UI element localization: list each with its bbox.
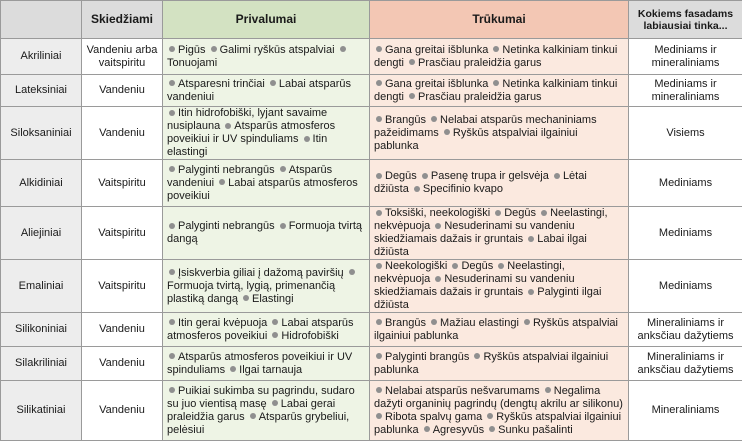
suitable-facades: Mediniams	[629, 207, 742, 260]
solvent: Vaitspiritu	[82, 160, 163, 207]
bullet-icon	[219, 179, 225, 185]
advantage-item: Palyginti nebrangūs	[178, 220, 275, 232]
paint-type: Lateksiniai	[1, 75, 82, 107]
bullet-icon	[376, 46, 382, 52]
solvent: Vaitspiritu	[82, 260, 163, 313]
disadvantages-cell	[370, 39, 629, 75]
disadvantage-item: Netinka kalkiniam tinkui dengti	[374, 78, 617, 103]
table-row	[1, 313, 742, 347]
advantage-item: Labai atsparūs atmosferos poveikiui	[167, 177, 358, 202]
table-row	[1, 207, 742, 260]
suitable-facades: Mediniams	[629, 260, 742, 313]
disadvantage-item: Palyginti ilgai džiūsta	[374, 286, 601, 311]
disadvantage-item: Neekologiški	[385, 260, 447, 272]
header-type	[1, 1, 82, 39]
bullet-icon	[444, 129, 450, 135]
paint-type: Siloksaniniai	[1, 107, 82, 160]
disadvantage-item: Gana greitai išblunka	[385, 78, 488, 90]
bullet-icon	[376, 413, 382, 419]
disadvantage-item: Netinka kalkiniam tinkui dengti	[374, 44, 617, 69]
bullet-icon	[409, 59, 415, 65]
disadvantage-item: Nelabai atsparūs mechaniniams pažeidimams	[374, 114, 597, 139]
disadvantage-item: Ribota spalvų gama	[385, 411, 482, 423]
header-solvent: Skiedžiami	[82, 1, 163, 39]
bullet-icon	[414, 186, 420, 192]
disadvantage-item: Ryškūs atspalviai ilgainiui pablunka	[374, 351, 608, 376]
advantages-cell	[163, 39, 370, 75]
solvent: Vaitspiritu	[82, 207, 163, 260]
bullet-icon	[250, 413, 256, 419]
bullet-icon	[424, 426, 430, 432]
paint-type: Akriliniai	[1, 39, 82, 75]
table-row	[1, 160, 742, 207]
bullet-icon	[211, 46, 217, 52]
disadvantage-item: Nesuderinami su vandeniu skiedžiamais dažais ir gruntais	[374, 220, 575, 245]
paint-type: Silikatiniai	[1, 381, 82, 441]
bullet-icon	[376, 263, 382, 269]
bullet-icon	[243, 295, 249, 301]
disadvantage-item: Degūs	[461, 260, 493, 272]
bullet-icon	[169, 353, 175, 359]
disadvantage-item: Prasčiau praleidžia garus	[418, 91, 542, 103]
bullet-icon	[431, 319, 437, 325]
disadvantage-item: Ryškūs atspalviai ilgainiui pablunka	[374, 317, 618, 342]
bullet-icon	[431, 116, 437, 122]
advantage-item: Labai atsparūs atmosferos poveikiui	[167, 317, 354, 342]
solvent: Vandeniu arba vaitspiritu	[82, 39, 163, 75]
bullet-icon	[435, 223, 441, 229]
bullet-icon	[528, 236, 534, 242]
advantages-cell	[163, 381, 370, 441]
disadvantages-cell	[370, 381, 629, 441]
advantage-item: Atsparūs atmosferos poveikiui ir UV spinduliams	[167, 120, 335, 145]
advantage-item: Puikiai sukimba su pagrindu, sudaro su juo vientisą masę	[167, 385, 355, 410]
disadvantage-item: Prasčiau praleidžia garus	[418, 57, 542, 69]
advantages-cell	[163, 347, 370, 381]
bullet-icon	[422, 173, 428, 179]
header-disadvantages: Trūkumai	[370, 1, 629, 39]
header-advantages: Privalumai	[163, 1, 370, 39]
bullet-icon	[545, 387, 551, 393]
bullet-icon	[435, 276, 441, 282]
bullet-icon	[376, 116, 382, 122]
table-row	[1, 75, 742, 107]
paint-type: Emaliniai	[1, 260, 82, 313]
bullet-icon	[498, 263, 504, 269]
disadvantages-cell	[370, 313, 629, 347]
bullet-icon	[493, 80, 499, 86]
advantage-item: Formuoja tvirtą dangą	[167, 220, 362, 245]
bullet-icon	[280, 223, 286, 229]
bullet-icon	[230, 366, 236, 372]
disadvantage-item: Negalima dažyti organinių pagrindų (dengtų akrilu ar silikonu)	[374, 385, 623, 410]
advantage-item: Itin elastingi	[167, 133, 327, 158]
bullet-icon	[169, 46, 175, 52]
bullet-icon	[340, 46, 346, 52]
paint-type: Aliejiniai	[1, 207, 82, 260]
disadvantage-item: Brangūs	[385, 114, 426, 126]
bullet-icon	[169, 319, 175, 325]
disadvantage-item: Pasenę trupa ir gelsvėja	[431, 170, 549, 182]
disadvantage-item: Nelabai atsparūs nešvarumams	[385, 385, 540, 397]
table-row	[1, 39, 742, 75]
disadvantages-cell	[370, 347, 629, 381]
bullet-icon	[409, 93, 415, 99]
advantage-item: Elastingi	[252, 293, 294, 305]
solvent: Vandeniu	[82, 313, 163, 347]
disadvantage-item: Agresyvūs	[433, 424, 484, 436]
disadvantage-item: Sunku pašalinti	[498, 424, 573, 436]
solvent: Vandeniu	[82, 347, 163, 381]
bullet-icon	[376, 80, 382, 86]
disadvantages-cell	[370, 260, 629, 313]
advantage-item: Formuoja tvirtą, lygią, primenančią plastiką dangą	[167, 280, 335, 305]
disadvantage-item: Gana greitai išblunka	[385, 44, 488, 56]
advantage-item: Įsiskverbia giliai į dažomą paviršių	[178, 267, 344, 279]
advantages-cell	[163, 313, 370, 347]
bullet-icon	[554, 173, 560, 179]
advantage-item: Atsparūs grybeliui, pelėsiui	[167, 411, 349, 436]
table-row	[1, 260, 742, 313]
table-row	[1, 347, 742, 381]
bullet-icon	[169, 223, 175, 229]
disadvantages-cell	[370, 107, 629, 160]
advantages-cell	[163, 75, 370, 107]
bullet-icon	[524, 319, 530, 325]
advantage-item: Labai gerai praleidžia garus	[167, 398, 335, 423]
advantage-item: Itin gerai kvėpuoja	[178, 317, 267, 329]
paint-type: Alkidiniai	[1, 160, 82, 207]
advantage-item: Atsparūs vandeniui	[167, 164, 332, 189]
advantage-item: Tonuojami	[167, 57, 217, 69]
advantage-item: Atsparesni trinčiai	[178, 78, 265, 90]
bullet-icon	[169, 269, 175, 275]
paint-type: Silakriliniai	[1, 347, 82, 381]
table-row	[1, 381, 742, 441]
solvent: Vandeniu	[82, 107, 163, 160]
suitable-facades: Mediniams ir mineraliniams	[629, 39, 742, 75]
suitable-facades: Mediniams	[629, 160, 742, 207]
advantage-item: Atsparūs atmosferos poveikiui ir UV spinduliams	[167, 351, 352, 376]
bullet-icon	[272, 400, 278, 406]
bullet-icon	[169, 80, 175, 86]
bullet-icon	[474, 353, 480, 359]
advantages-cell	[163, 207, 370, 260]
suitable-facades: Mineraliniams ir anksčiau dažytiems	[629, 347, 742, 381]
solvent: Vandeniu	[82, 381, 163, 441]
disadvantage-item: Nesuderinami su vandeniu skiedžiamais dažais ir gruntais	[374, 273, 575, 298]
bullet-icon	[452, 263, 458, 269]
bullet-icon	[169, 110, 175, 116]
table-row	[1, 107, 742, 160]
bullet-icon	[225, 123, 231, 129]
disadvantage-item: Ryškūs atspalviai ilgainiui pablunka	[374, 411, 621, 436]
table-body	[1, 39, 742, 441]
disadvantage-item: Lėtai džiūsta	[374, 170, 587, 195]
disadvantage-item: Specifinio kvapo	[423, 183, 503, 195]
bullet-icon	[376, 353, 382, 359]
advantages-cell	[163, 107, 370, 160]
bullet-icon	[169, 166, 175, 172]
bullet-icon	[304, 136, 310, 142]
disadvantage-item: Ryškūs atspalviai ilgainiui pablunka	[374, 127, 578, 152]
disadvantage-item: Mažiau elastingi	[440, 317, 519, 329]
disadvantage-item: Neelastingi, nekvėpuoja	[374, 260, 565, 285]
bullet-icon	[349, 269, 355, 275]
solvent: Vandeniu	[82, 75, 163, 107]
disadvantage-item: Labai ilgai džiūsta	[374, 233, 587, 258]
bullet-icon	[489, 426, 495, 432]
bullet-icon	[487, 413, 493, 419]
disadvantage-item: Degūs	[504, 207, 536, 219]
disadvantage-item: Palyginti brangūs	[385, 351, 469, 363]
header-row	[1, 1, 742, 39]
suitable-facades: Visiems	[629, 107, 742, 160]
bullet-icon	[528, 289, 534, 295]
advantage-item: Labai atsparūs vandeniui	[167, 78, 351, 103]
suitable-facades: Mineraliniams	[629, 381, 742, 441]
advantages-cell	[163, 260, 370, 313]
advantage-item: Ilgai tarnauja	[239, 364, 302, 376]
advantage-item: Pigūs	[178, 44, 206, 56]
bullet-icon	[272, 332, 278, 338]
bullet-icon	[376, 319, 382, 325]
bullet-icon	[493, 46, 499, 52]
bullet-icon	[495, 210, 501, 216]
disadvantages-cell	[370, 75, 629, 107]
advantages-cell	[163, 160, 370, 207]
suitable-facades: Mineraliniams ir anksčiau dažytiems	[629, 313, 742, 347]
advantage-item: Palyginti nebrangūs	[178, 164, 275, 176]
bullet-icon	[376, 173, 382, 179]
disadvantage-item: Degūs	[385, 170, 417, 182]
disadvantage-item: Neelastingi, nekvėpuoja	[374, 207, 608, 232]
advantage-item: Itin hidrofobiški, lyjant savaime nusiplauna	[167, 107, 327, 132]
bullet-icon	[376, 387, 382, 393]
header-suitable-facades: Kokiems fasadams labiausiai tinka...	[629, 1, 742, 39]
bullet-icon	[272, 319, 278, 325]
disadvantages-cell	[370, 160, 629, 207]
advantage-item: Hidrofobiški	[281, 330, 338, 342]
bullet-icon	[169, 387, 175, 393]
bullet-icon	[541, 210, 547, 216]
disadvantage-item: Toksiški, neekologiški	[385, 207, 490, 219]
advantage-item: Galimi ryškūs atspalviai	[220, 44, 335, 56]
disadvantages-cell	[370, 207, 629, 260]
disadvantage-item: Brangūs	[385, 317, 426, 329]
bullet-icon	[376, 210, 382, 216]
suitable-facades: Mediniams ir mineraliniams	[629, 75, 742, 107]
bullet-icon	[280, 166, 286, 172]
paint-type: Silikoniniai	[1, 313, 82, 347]
bullet-icon	[270, 80, 276, 86]
